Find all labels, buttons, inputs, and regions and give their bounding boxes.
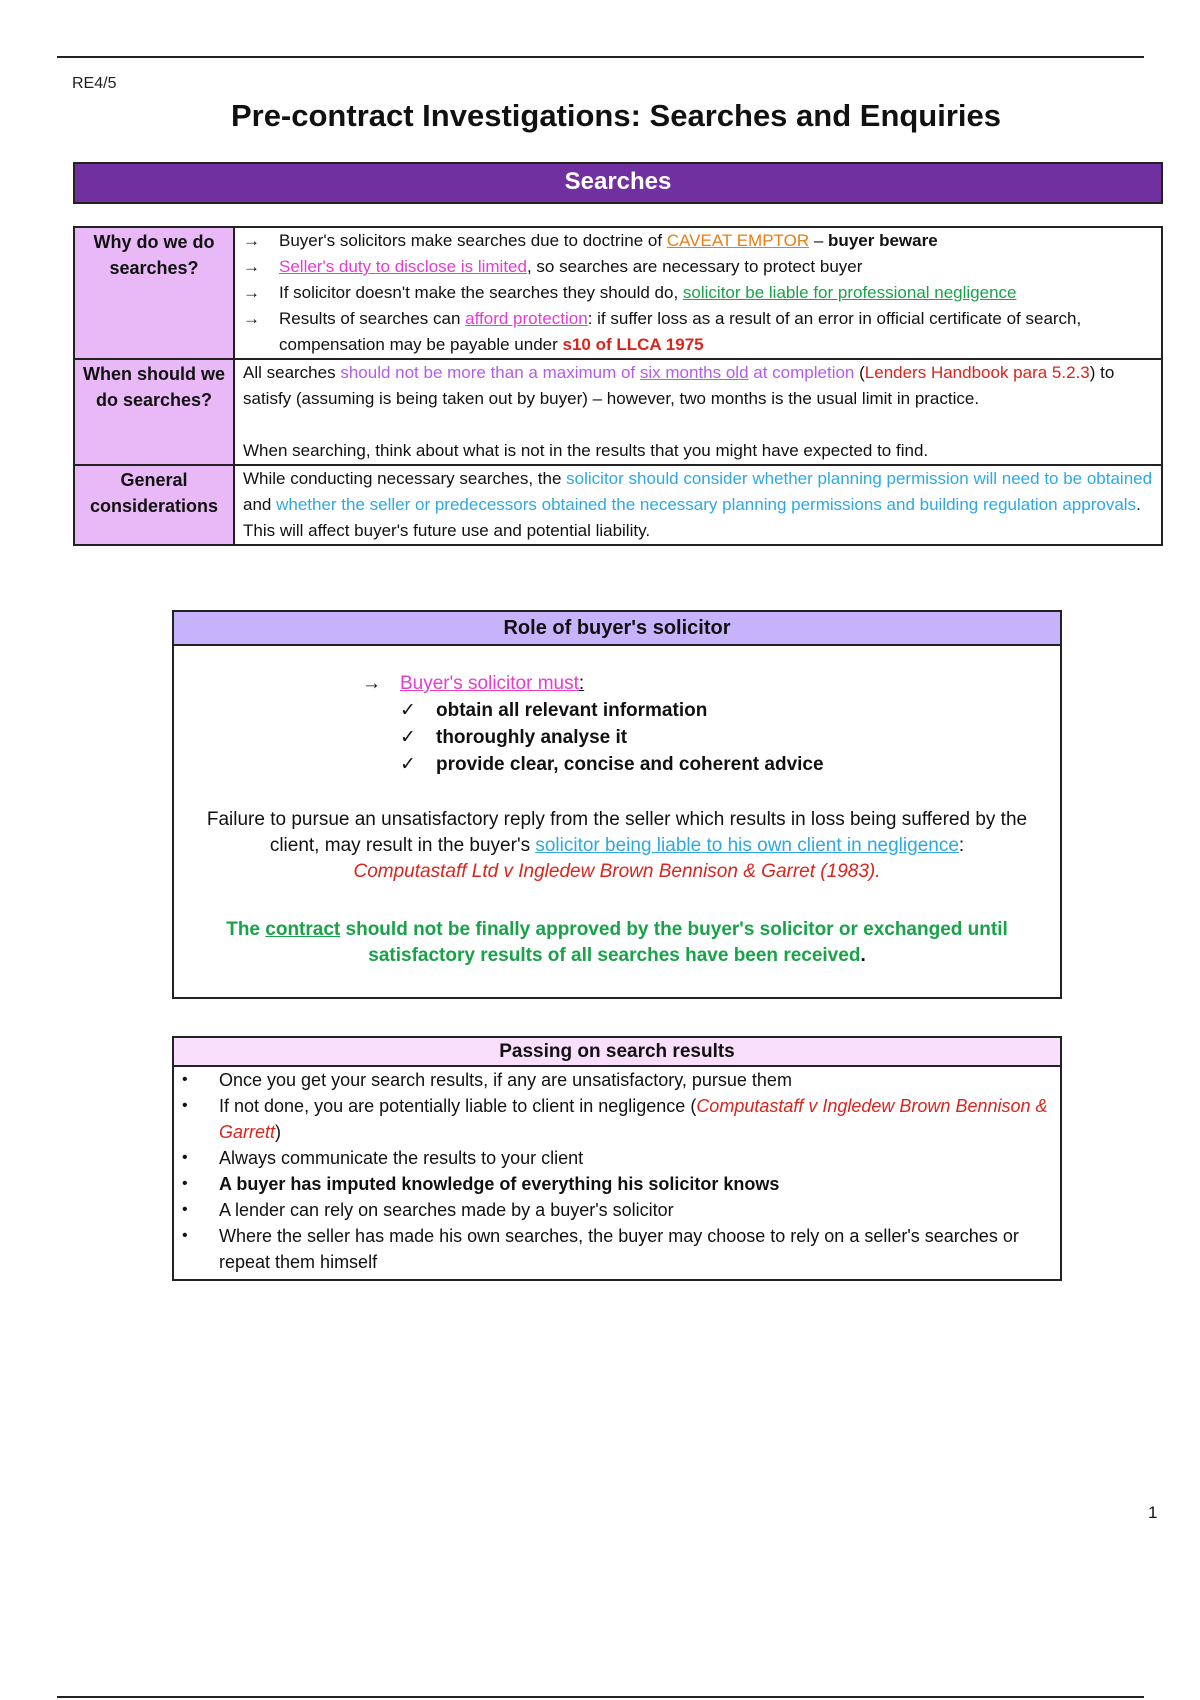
table-row-when	[74, 359, 1162, 465]
arrow-icon: →	[243, 231, 260, 250]
bottom-rule	[57, 1696, 1144, 1698]
row-body-why	[234, 227, 1162, 359]
table-row-why	[74, 227, 1162, 359]
list-item: ✓ obtain all relevant information	[400, 697, 824, 724]
bullet-icon: •	[182, 1227, 188, 1244]
arrow-icon: →	[243, 257, 260, 276]
checkmark-icon: ✓	[400, 700, 416, 721]
list-item: ✓ provide clear, concise and coherent advice	[400, 751, 824, 778]
list-item: • A buyer has imputed knowledge of everything his solicitor knows	[174, 1171, 1060, 1197]
row-body-when	[234, 359, 1162, 465]
spacer	[243, 412, 1153, 438]
arrow-icon: →	[243, 309, 260, 328]
bullet-icon: •	[182, 1175, 188, 1192]
caveat-emptor-term: CAVEAT EMPTOR	[666, 231, 810, 250]
contract-approval-note: The contract should not be finally approved by the buyer's solicitor or exchanged until satisfactory results of all searches have been received.	[226, 919, 1008, 966]
list-item: • A lender can rely on searches made by a buyer's solicitor	[174, 1197, 1060, 1223]
role-of-buyers-solicitor-box	[172, 610, 1062, 999]
duties-lead: → Buyer's solicitor must:	[362, 670, 824, 697]
list-item: → Results of searches can afford protection: if suffer loss as a result of an error in official certificate of search, compensation may be payable under s10 of LLCA 1975	[243, 306, 1153, 358]
document-code: RE4/5	[72, 75, 117, 92]
list-item: → Seller's duty to disclose is limited, so searches are necessary to protect buyer	[243, 254, 1153, 280]
row-body-general: While conducting necessary searches, the solicitor should consider whether planning permission will need to be obtained and whether the seller or predecessors obtained the necessary planning permissions and building regulation approvals. This will affect buyer's future use and potential liability.	[234, 465, 1162, 545]
row-heading-general: General considerations	[74, 465, 234, 545]
passing-box-title: Passing on search results	[174, 1038, 1060, 1067]
checkmark-icon: ✓	[400, 727, 416, 748]
arrow-icon: →	[362, 673, 381, 694]
bullet-icon: •	[182, 1097, 188, 1114]
duties-checklist	[362, 697, 824, 778]
when-paragraph: All searches should not be more than a maximum of six months old at completion (Lenders Handbook para 5.2.3) to satisfy (assuming is being taken out by buyer) – however, two months is the usual limit in practice.	[243, 363, 1115, 408]
when-note: When searching, think about what is not in the results that you might have expected to find.	[243, 441, 929, 460]
checkmark-icon: ✓	[400, 754, 416, 775]
list-item: • Where the seller has made his own searches, the buyer may choose to rely on a seller's searches or repeat them himself	[174, 1223, 1060, 1275]
list-item: • Once you get your search results, if any are unsatisfactory, pursue them	[174, 1067, 1060, 1093]
passing-bullet-list	[174, 1067, 1060, 1275]
bullet-icon: •	[182, 1201, 188, 1218]
list-item: ✓ thoroughly analyse it	[400, 724, 824, 751]
bullet-icon: •	[182, 1071, 188, 1088]
solicitor-duties	[362, 670, 824, 778]
why-bullet-list	[243, 228, 1153, 358]
table-row-general	[74, 465, 1162, 545]
bullet-icon: •	[182, 1149, 188, 1166]
list-item: • Always communicate the results to your client	[174, 1145, 1060, 1171]
searches-table	[73, 226, 1163, 546]
section-banner-searches: Searches	[73, 162, 1163, 204]
arrow-icon: →	[243, 283, 260, 302]
list-item: • If not done, you are potentially liable to client in negligence (Computastaff v Ingledew Brown Bennison & Garrett)	[174, 1093, 1060, 1145]
page-title: Pre-contract Investigations: Searches and Enquiries	[230, 98, 1002, 133]
top-rule	[57, 56, 1144, 58]
role-box-title: Role of buyer's solicitor	[174, 612, 1060, 646]
passing-on-search-results-box	[172, 1036, 1062, 1281]
negligence-paragraph: Failure to pursue an unsatisfactory reply from the seller which results in loss being suffered by the client, may result in the buyer's solicitor being liable to his own client in negligence: Computastaff Ltd v Ingledew Brown Bennison & Garret (1983).	[206, 809, 1028, 882]
row-heading-why: Why do we do searches?	[74, 227, 234, 359]
row-heading-when: When should we do searches?	[74, 359, 234, 465]
page-number: 1	[1148, 1503, 1158, 1522]
list-item: → If solicitor doesn't make the searches they should do, solicitor be liable for professional negligence	[243, 280, 1153, 306]
case-citation: Computastaff Ltd v Ingledew Brown Bennison & Garret (1983).	[353, 861, 881, 882]
list-item: → Buyer's solicitors make searches due to doctrine of CAVEAT EMPTOR – buyer beware	[243, 228, 1153, 254]
